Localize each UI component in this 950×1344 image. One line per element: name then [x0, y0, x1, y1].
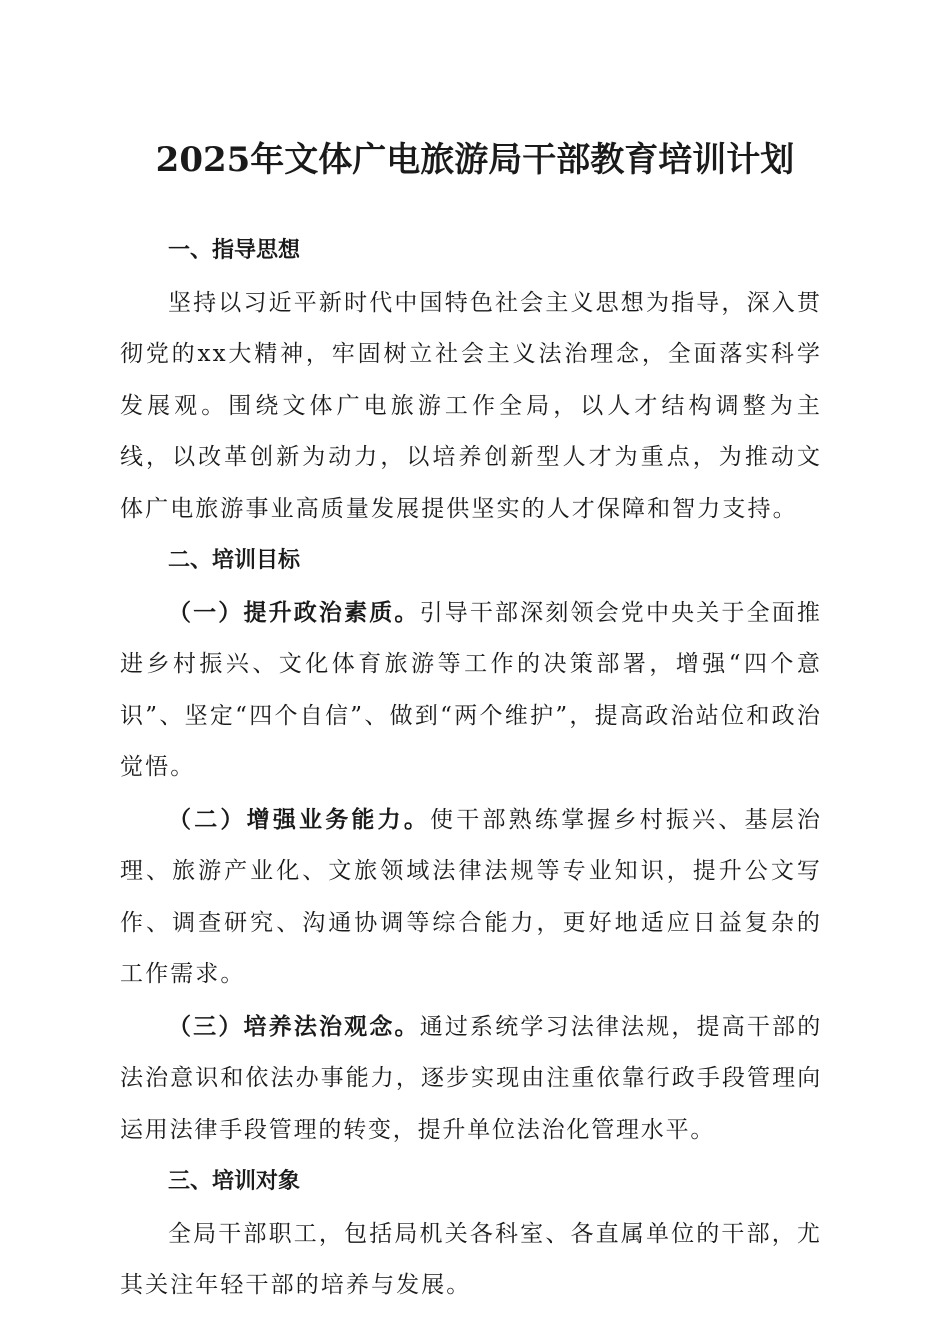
goal-business-ability-paragraph [120, 794, 822, 1001]
paragraph-text: 通过系统学习法律法规，提高干部的法治意识和依法办事能力，逐步实现由注重依靠行政手段管理向运用法律手段管理的转变，提升单位法治化管理水平。 [120, 1013, 822, 1143]
section-heading-training-goals: 二、培训目标 [168, 548, 301, 573]
paragraph-lead: （三）培养法治观念。 [168, 1012, 420, 1040]
section-heading-guiding-ideology: 一、指导思想 [168, 238, 301, 263]
document-body [120, 225, 822, 1312]
paragraph-lead: （一）提升政治素质。 [168, 598, 420, 626]
paragraph-text: 全局干部职工，包括局机关各科室、各直属单位的干部，尤其关注年轻干部的培养与发展。 [120, 1220, 822, 1298]
guiding-ideology-paragraph [120, 277, 822, 536]
paragraph-text: 引导干部深刻领会党中央关于全面推进乡村振兴、文化体育旅游等工作的决策部署，增强“四个意识”、坚定“四个自信”、做到“两个维护”，提高政治站位和政治觉悟。 [120, 599, 822, 780]
paragraph-lead: （二）增强业务能力。 [168, 805, 431, 833]
paragraph-text: 使干部熟练掌握乡村振兴、基层治理、旅游产业化、文旅领域法律法规等专业知识，提升公文写作、调查研究、沟通协调等综合能力，更好地适应日益复杂的工作需求。 [120, 806, 823, 987]
training-targets-paragraph [120, 1208, 822, 1312]
goal-rule-of-law-paragraph [120, 1001, 822, 1157]
goal-political-quality-paragraph [120, 587, 822, 794]
document-title: 2025年文体广电旅游局干部教育培训计划 [155, 140, 795, 180]
paragraph-text: 坚持以习近平新时代中国特色社会主义思想为指导，深入贯彻党的xx大精神，牢固树立社会主义法治理念，全面落实科学发展观。围绕文体广电旅游工作全局，以人才结构调整为主线，以改革创新为动力，以培养创新型人才为重点，为推动文体广电旅游事业高质量发展提供坚实的人才保障和智力支持。 [120, 289, 822, 522]
section-heading-training-targets: 三、培训对象 [168, 1169, 301, 1194]
